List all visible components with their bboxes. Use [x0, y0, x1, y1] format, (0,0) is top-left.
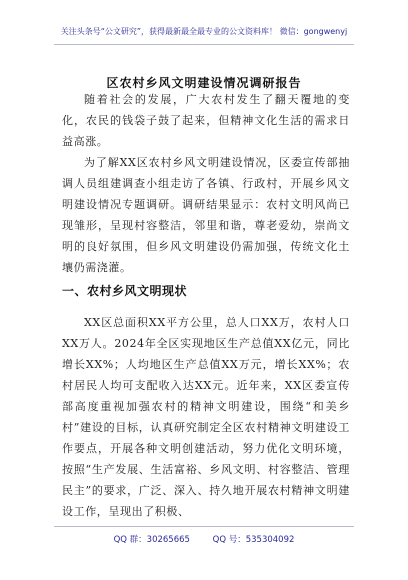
- survey-paragraph: 为了解XX区农村乡风文明建设情况，区委宣传部抽调人员组建调查小组走访了各镇、行政村，开展乡风文明建设情况专题调研。调研结果显示：农村文明风尚已现雏形，呈现村容整洁，邻里和谐，尊老爱幼，崇尚文明的良好氛围，但乡风文明建设仍需加强，传统文化土壤仍需浇灌。: [62, 156, 350, 274]
- header-banner: 关注头条号“公文研究”，获得最新最全最专业的公文资料库！ 微信：gongwenyj: [60, 27, 348, 36]
- footer: [0, 533, 408, 545]
- intro-paragraph: 随着社会的发展，广大农村发生了翻天覆地的变化，农民的钱袋子鼓了起来，但精神文化生活的需求日益高涨。: [62, 93, 350, 148]
- qq-number: QQ 号：535304092: [212, 535, 295, 545]
- document-title: 区农村乡风文明建设情况调研报告: [106, 76, 302, 90]
- section-heading: 一、农村乡风文明现状: [62, 284, 188, 298]
- section-paragraph: XX区总面积XX平方公里，总人口XX万，农村人口XX万人。2024年全区实现地区生产总值XX亿元，同比增长XX%；人均地区生产总值XX万元，增长XX%；农村居民人均可支配收入达XX元。近年来，XX区委宣传部高度重视加强农村的精神文明建设，围绕“和美乡村”建设的目标，认真研究制定全区农村精神文明建设工作要点，开展各种文明创建活动，努力优化文明环境，按照“生产发展、生活富裕、乡风文明、村容整洁、管理民主”的要求，广泛、深入、持久地开展农村精神文明建设工作，呈现出了积极、: [62, 316, 350, 518]
- qq-group: QQ 群：30265665: [113, 535, 190, 545]
- header-divider: [54, 44, 354, 45]
- footer-divider: [54, 526, 354, 527]
